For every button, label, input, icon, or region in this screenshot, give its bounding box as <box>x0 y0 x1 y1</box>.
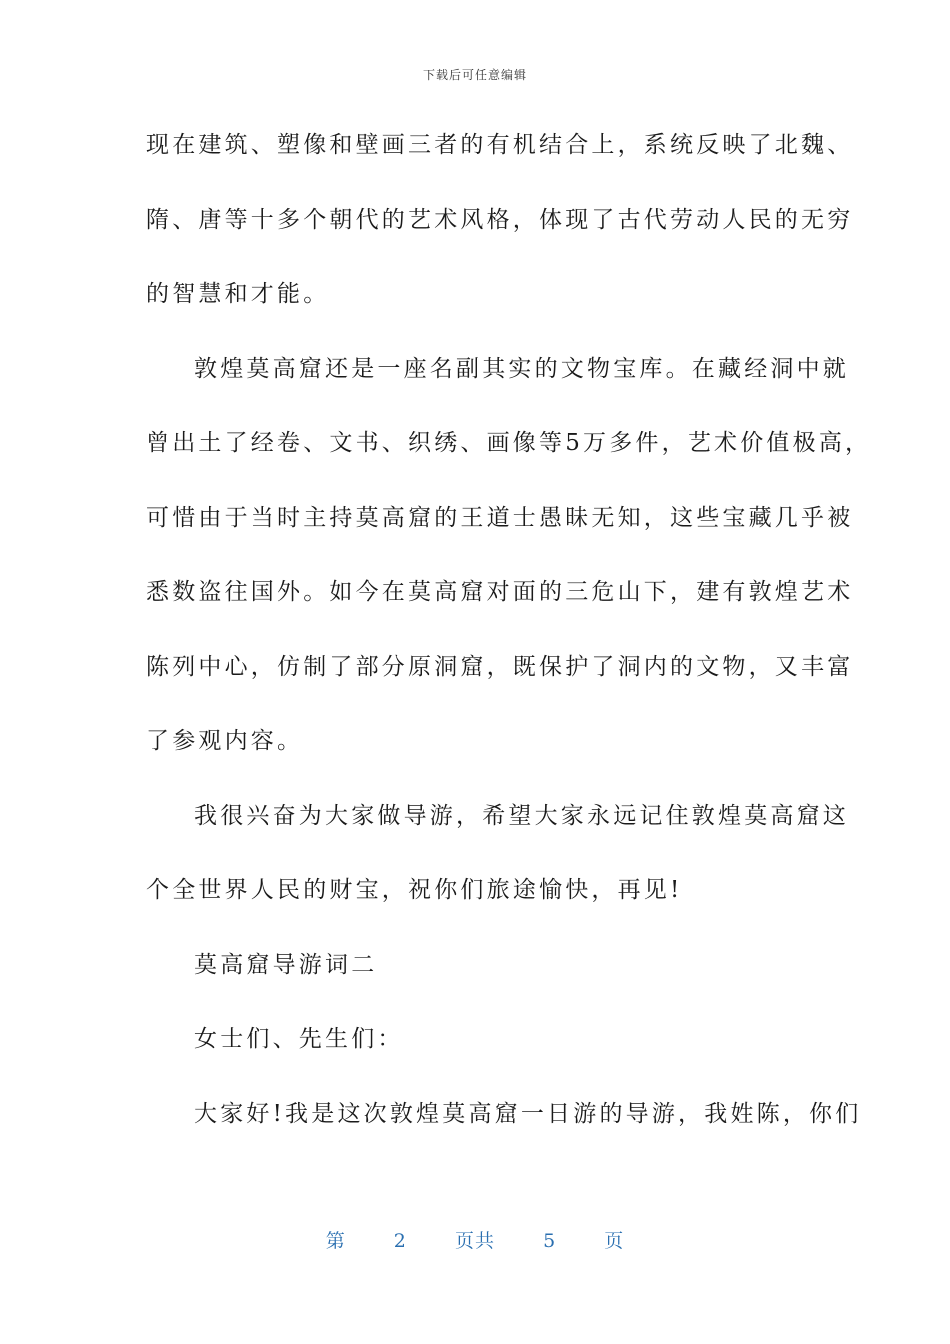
footer-middle: 页共 <box>454 1230 495 1252</box>
salutation: 女士们、先生们： <box>194 1026 404 1052</box>
page-footer <box>0 1226 950 1253</box>
body-line-2: 隋、唐等十多个朝代的艺术风格，体现了古代劳动人民的无穷 <box>146 206 854 233</box>
section-title: 莫高窟导游词二 <box>194 951 378 978</box>
body-line-5: 曾出土了经卷、文书、织绣、画像等5万多件，艺术价值极高， <box>146 430 872 456</box>
body-line-11: 个全世界人民的财宝，祝你们旅途愉快，再见! <box>146 877 683 903</box>
body-line-10: 我很兴奋为大家做导游，希望大家永远记住敦煌莫高窟这 <box>194 802 849 829</box>
footer-suffix: 页 <box>604 1230 625 1252</box>
footer-prefix: 第 <box>325 1230 346 1252</box>
document-body <box>146 122 872 1165</box>
body-line-1: 现在建筑、塑像和壁画三者的有机结合上，系统反映了北魏、 <box>146 132 854 158</box>
current-page-number: 2 <box>393 1230 407 1252</box>
body-line-6: 可惜由于当时主持莫高窟的王道士愚昧无知，这些宝藏几乎被 <box>146 504 854 531</box>
body-line-9: 了参观内容。 <box>146 728 304 754</box>
body-line-7: 悉数盗往国外。如今在莫高窟对面的三危山下，建有敦煌艺术 <box>146 579 854 605</box>
body-line-8: 陈列中心，仿制了部分原洞窟，既保护了洞内的文物，又丰富 <box>146 653 854 680</box>
body-line-14: 大家好!我是这次敦煌莫高窟一日游的导游，我姓陈，你们 <box>194 1100 862 1127</box>
page-header-note: 下载后可任意编辑 <box>422 68 527 82</box>
body-line-3: 的智慧和才能。 <box>146 281 330 307</box>
body-line-4: 敦煌莫高窟还是一座名副其实的文物宝库。在藏经洞中就 <box>194 355 849 382</box>
total-pages-number: 5 <box>543 1230 557 1252</box>
